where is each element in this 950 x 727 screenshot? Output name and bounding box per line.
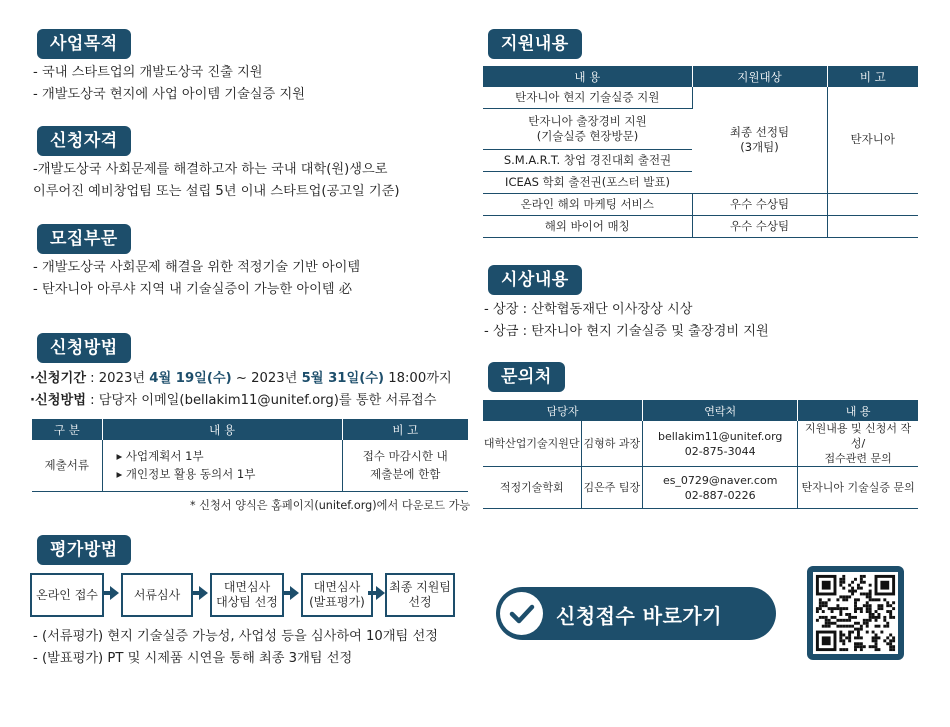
document-item: ▸ 개인정보 활용 동의서 1부 [116,467,256,482]
qr-code-icon[interactable] [807,566,904,660]
purpose-item: - 국내 스타트업의 개발도상국 진출 지원 [33,65,263,80]
section-title-support: 지원내용 [488,29,582,59]
eligibility-line: -개발도상국 사회문제를 해결하고자 하는 국내 대학(원)생으로 [33,162,388,177]
award-item: - 상금 : 탄자니아 현지 기술실증 및 출장경비 지원 [484,324,769,339]
target-award: 우수 수상팀 [692,193,827,215]
document-item: ▸ 사업계획서 1부 [116,449,204,464]
period-text: 18:00까지 [384,371,452,386]
method-text: : 담당자 이메일(bellakim11@unitef.org)를 통한 서류접수 [85,393,437,408]
period-label: ·신청기간 [30,371,86,386]
section-title-method: 신청방법 [37,333,131,363]
support-table [483,66,918,238]
check-circle-icon [500,592,543,635]
step-label: (발표평가) [309,595,365,609]
table-header: 지원대상 [692,66,827,87]
step-label: 온라인 접수 [36,587,98,602]
contact-info [643,421,798,467]
contact-desc-line: 지원내용 및 신청서 작성/ [805,422,912,450]
target-award: 우수 수상팀 [692,215,827,237]
contact-org: 대학산업기술지원단 [483,421,581,467]
period-text: ~ 2023년 [231,371,302,386]
download-footnote: * 신청서 양식은 홈페이지(unitef.org)에서 다운로드 가능 [190,499,471,512]
eligibility-line: 이루어진 예비창업팀 또는 설립 5년 이내 스타트업(공고일 기준) [33,184,400,199]
contact-email[interactable]: es_0729@naver.com [662,473,778,487]
step-presentation [301,573,373,617]
apply-button-label: 신청접수 바로가기 [556,604,723,628]
step-label: 선정 [408,595,432,609]
category-item: - 개발도상국 사회문제 해결을 위한 적정기술 기반 아이템 [33,260,361,275]
apply-button[interactable] [496,587,776,640]
contact-info [643,467,798,509]
contact-email[interactable]: bellakim11@unitef.org [657,429,783,443]
arrow-icon [290,586,299,600]
period-start: 4월 19일(수) [149,371,232,386]
contact-phone: 02-875-3044 [684,444,756,458]
table-header: 연락처 [643,400,798,421]
step-label: 서류심사 [133,587,181,602]
support-item-line: (기술실증 현장방문) [536,128,639,143]
category-item: - 탄자니아 아루샤 지역 내 기술실증이 가능한 아이템 必 [33,282,353,297]
table-header: 비 고 [342,419,468,440]
table-header: 내 용 [483,66,692,87]
arrow-icon [110,586,119,600]
section-title-category: 모집부문 [37,224,131,254]
evaluation-item: - (서류평가) 현지 기술실증 가능성, 사업성 등을 심사하여 10개팀 선정 [33,629,438,644]
purpose-item: - 개발도상국 현지에 사업 아이템 기술실증 지원 [33,87,305,102]
support-item: 해외 바이어 매칭 [483,215,692,237]
arrow-icon [199,586,208,600]
step-label: 대면심사 [313,580,361,594]
step-label: 최종 지원팀 [389,580,451,594]
documents-table [32,419,468,492]
target-text: (3개팀) [740,139,779,154]
step-online-submission [30,573,104,617]
contact-table [483,400,918,509]
step-interview-selection [210,573,284,617]
support-item-line: 탄자니아 출장경비 지원 [528,113,647,128]
contact-name: 김은주 팀장 [581,467,643,509]
step-label: 대상팀 선정 [216,595,278,609]
section-title-purpose: 사업목적 [37,29,131,59]
support-item [483,108,692,149]
documents-cell [102,440,342,491]
contact-name: 김형하 과장 [581,421,643,467]
step-document-review [121,573,193,617]
contact-desc-line: 접수관련 문의 [824,452,892,465]
target-cell [692,87,827,193]
table-header: 내 용 [102,419,342,440]
section-title-award: 시상내용 [488,265,582,295]
note-cell [342,440,468,491]
contact-phone: 02-887-0226 [684,488,756,502]
empty-cell [827,193,918,215]
table-header: 구 분 [32,419,102,440]
award-item: - 상장 : 산학협동재단 이사장상 시상 [484,302,693,317]
support-item: ICEAS 학회 출전권(포스터 발표) [483,171,692,193]
note-line: 접수 마감시한 내 [362,449,448,464]
step-final-selection [385,573,455,617]
period-end: 5월 31일(수) [301,371,385,386]
contact-desc [798,421,918,467]
note-line: 제출분에 한함 [370,467,441,482]
contact-org: 적정기술학회 [483,467,581,509]
arrow-icon [376,586,385,600]
contact-desc: 탄자니아 기술실증 문의 [798,467,918,509]
support-note: 탄자니아 [827,87,918,193]
support-item: 온라인 해외 마케팅 서비스 [483,193,692,215]
step-label: 대면심사 [223,580,271,594]
application-method [30,391,436,410]
evaluation-item: - (발표평가) PT 및 시제품 시연을 통해 최종 3개팀 선정 [33,651,353,666]
target-text: 최종 선정팀 [729,124,790,139]
row-label: 제출서류 [32,440,102,491]
section-title-contact: 문의처 [488,362,565,392]
table-header: 비 고 [827,66,918,87]
table-header: 담당자 [483,400,643,421]
section-title-evaluation: 평가방법 [37,535,131,565]
support-item: 탄자니아 현지 기술실증 지원 [483,87,692,108]
application-period [30,369,452,388]
support-item: S.M.A.R.T. 창업 경진대회 출전권 [483,149,692,171]
empty-cell [827,215,918,237]
section-title-eligibility: 신청자격 [37,126,131,156]
table-header: 내 용 [798,400,918,421]
method-label: ·신청방법 [30,393,86,408]
period-text: : 2023년 [85,371,150,386]
